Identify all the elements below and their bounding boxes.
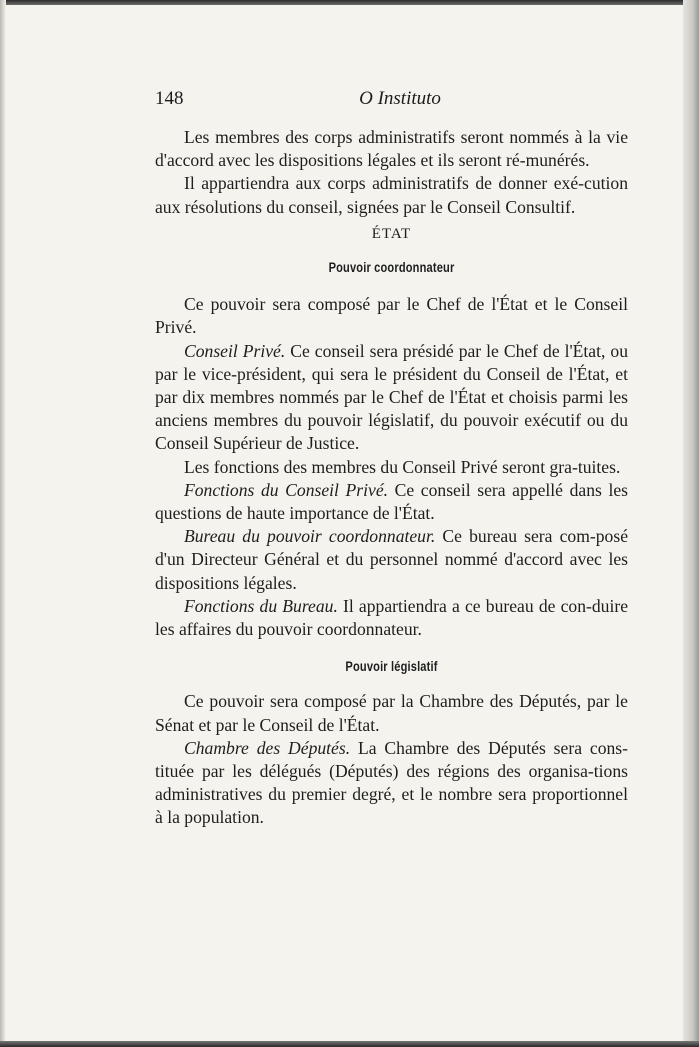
paragraph-label: Chambre des Députés. [184, 737, 351, 758]
paragraph [155, 479, 628, 525]
paragraph [155, 737, 628, 830]
paragraph-text: Il appartiendra a ce bureau de con-duire les affaires du pouvoir coordonnateur. [155, 595, 629, 640]
paragraph-label: Conseil Privé. [184, 340, 286, 361]
paragraph [155, 340, 628, 456]
running-title: O Instituto [359, 88, 441, 109]
page-body [155, 126, 628, 830]
paragraph-text: Ce conseil sera appellé dans les questions de haute importance de l'État. [155, 479, 628, 524]
paragraph: Ce pouvoir sera composé par le Chef de l'État et le Conseil Privé. [155, 294, 628, 338]
paragraph-text: Ce bureau sera com-posé d'un Directeur Général et du personnel nommé d'accord avec les dispositions légales. [155, 526, 628, 593]
section-title: ÉTAT [371, 225, 412, 242]
paragraph [155, 525, 628, 595]
paragraph-text: Ce conseil sera présidé par le Chef de l'État, ou par le vice-président, qui sera le président du Conseil de l'État, et par dix membres nommés par le Chef de l'État et choisis parmi les anciens membres du pouvoir législatif, du pouvoir exécutif ou du Conseil Supérieur de Justice. [155, 340, 628, 454]
paragraph-label: Fonctions du Bureau. [184, 595, 338, 616]
paragraph-label: Fonctions du Conseil Privé. [184, 479, 389, 500]
scan-edge-left [0, 0, 6, 1047]
subsection-title: Pouvoir coordonnateur [328, 260, 455, 276]
paragraph [155, 595, 628, 641]
paragraph: Les fonctions des membres du Conseil Privé seront gra-tuites. [184, 456, 621, 477]
scan-edge-right [683, 0, 699, 1047]
paragraph: Les membres des corps administratifs seront nommés à la vie d'accord avec les dispositions légales et ils seront ré-munérés. [155, 127, 628, 171]
page-number: 148 [155, 88, 184, 109]
scan-edge-bottom [0, 1041, 699, 1047]
scan-edge-top [0, 0, 699, 5]
paragraph-label: Bureau du pouvoir coordonnateur. [184, 526, 436, 547]
subsection-title: Pouvoir législatif [345, 659, 438, 675]
paragraph: Il appartiendra aux corps administratifs de donner exé-cution aux résolutions du conseil, signées par le Conseil Consultif. [155, 173, 628, 217]
paragraph-text: La Chambre des Députés sera cons-tituée par les délégués (Députés) des régions des organisa-tions administratives du premier degré, et le nombre sera proportionnel à la population. [155, 737, 628, 828]
paragraph: Ce pouvoir sera composé par la Chambre des Députés, par le Sénat et par le Conseil de l'État. [155, 691, 628, 735]
